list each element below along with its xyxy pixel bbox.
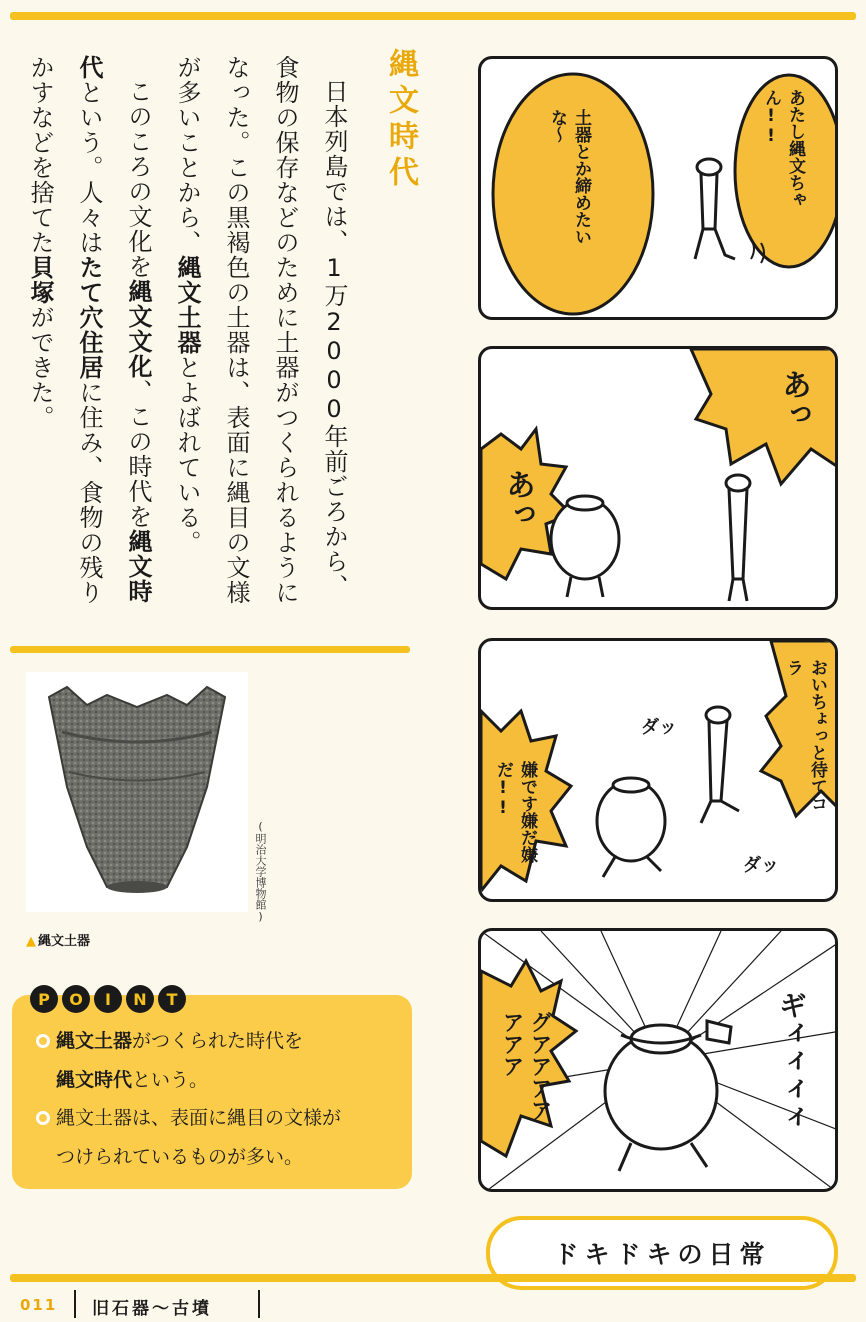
- bold-term: たて穴住居: [75, 255, 103, 380]
- bubble-left-text: 嫌です嫌だ嫌だ!!: [493, 761, 537, 863]
- point-label: [30, 985, 186, 1013]
- point-item-1: [36, 1028, 303, 1054]
- point-text: [56, 1105, 341, 1131]
- bold-term: 縄文土器: [173, 255, 201, 355]
- point-letter: T: [158, 985, 186, 1013]
- point-item-2: [36, 1105, 341, 1131]
- photo-caption-text: 縄文土器: [38, 934, 91, 949]
- paragraph: [15, 55, 162, 610]
- pot-character: [605, 1025, 717, 1171]
- sfx-dash-2: ダッ: [743, 855, 779, 876]
- divider-rule: [10, 646, 410, 653]
- shout-text: グアアアアアアア: [499, 1011, 552, 1121]
- bold-term: 縄文時代: [56, 1069, 133, 1091]
- text-run: つけられているものが多い。: [56, 1146, 304, 1168]
- point-text: [56, 1144, 303, 1170]
- bullet-icon: [36, 1034, 50, 1048]
- bubble-left-text: 土器とか締めたいな〜: [547, 109, 591, 245]
- rope-character: [701, 707, 739, 823]
- point-letter: P: [30, 985, 58, 1013]
- footer-separator: [74, 1290, 76, 1318]
- body-text: [28, 55, 358, 610]
- rope-character: [726, 475, 750, 601]
- comic-panel-2: [478, 346, 838, 610]
- bottom-rule: [10, 1274, 856, 1282]
- pottery-image: [37, 677, 237, 907]
- bullet-icon: [36, 1111, 50, 1125]
- shout-left-text: あっ: [500, 469, 535, 529]
- rope-character: [695, 159, 735, 259]
- text-run: ができた。: [26, 305, 54, 430]
- text-run: という。: [132, 1069, 209, 1091]
- text-run: に住み、食物の残りかすなどを捨てた: [26, 55, 103, 605]
- pot-character: [551, 496, 619, 597]
- point-letter: N: [126, 985, 154, 1013]
- point-box: [12, 995, 412, 1189]
- photo-caption: [26, 930, 90, 949]
- text-run: 縄文土器は、表面に縄目の文様が: [56, 1107, 342, 1129]
- sfx-dash-1: ダッ: [641, 717, 677, 738]
- page-number: 011: [20, 1296, 58, 1314]
- jomon-pottery-photo: [26, 672, 248, 912]
- text-run: このころの文化を: [124, 79, 152, 279]
- sfx-text: ギィィィィ: [775, 991, 808, 1131]
- comic-panel-3: [478, 638, 838, 902]
- point-letter: O: [62, 985, 90, 1013]
- paragraph: [162, 55, 358, 610]
- text-run: がつくられた時代を: [132, 1030, 304, 1052]
- section-title: 縄文時代: [383, 48, 418, 192]
- comic-title: ドキドキの日常: [486, 1216, 838, 1290]
- shout-top-text: あっ: [776, 369, 811, 429]
- bubble-right-text: あたし縄文ちゃん!!: [761, 89, 805, 208]
- bold-term: 貝塚: [26, 255, 54, 305]
- point-text: [56, 1067, 208, 1093]
- bubble-right-text: おいちょっと待てコラ: [783, 659, 827, 812]
- photo-credit: (明治大学博物館): [254, 820, 267, 923]
- bold-term: 縄文時代: [75, 55, 152, 604]
- bold-term: 縄文土器: [56, 1030, 133, 1052]
- top-rule: [10, 12, 856, 20]
- text-run: とよばれている。: [173, 355, 201, 555]
- bold-term: 縄文文化: [124, 279, 152, 379]
- comic-panel-1: [478, 56, 838, 320]
- section-label: 旧石器〜古墳: [92, 1299, 212, 1319]
- pot-character: [597, 778, 665, 877]
- point-item-2-cont: [56, 1144, 303, 1170]
- text-run: 日本列島では、1万2000年前ごろから、食物の保存などのために土器がつくられるようになった。この黒褐色の土器は、表面に縄目の文様が多いことから、: [173, 55, 348, 605]
- point-item-1-cont: [56, 1067, 208, 1093]
- triangle-icon: ▲: [26, 934, 36, 949]
- point-letter: I: [94, 985, 122, 1013]
- point-text: [56, 1028, 303, 1054]
- text-run: という。人々は: [75, 80, 103, 255]
- comic-panel-4: [478, 928, 838, 1192]
- footer-separator: [258, 1290, 260, 1318]
- text-run: 、この時代を: [124, 379, 152, 529]
